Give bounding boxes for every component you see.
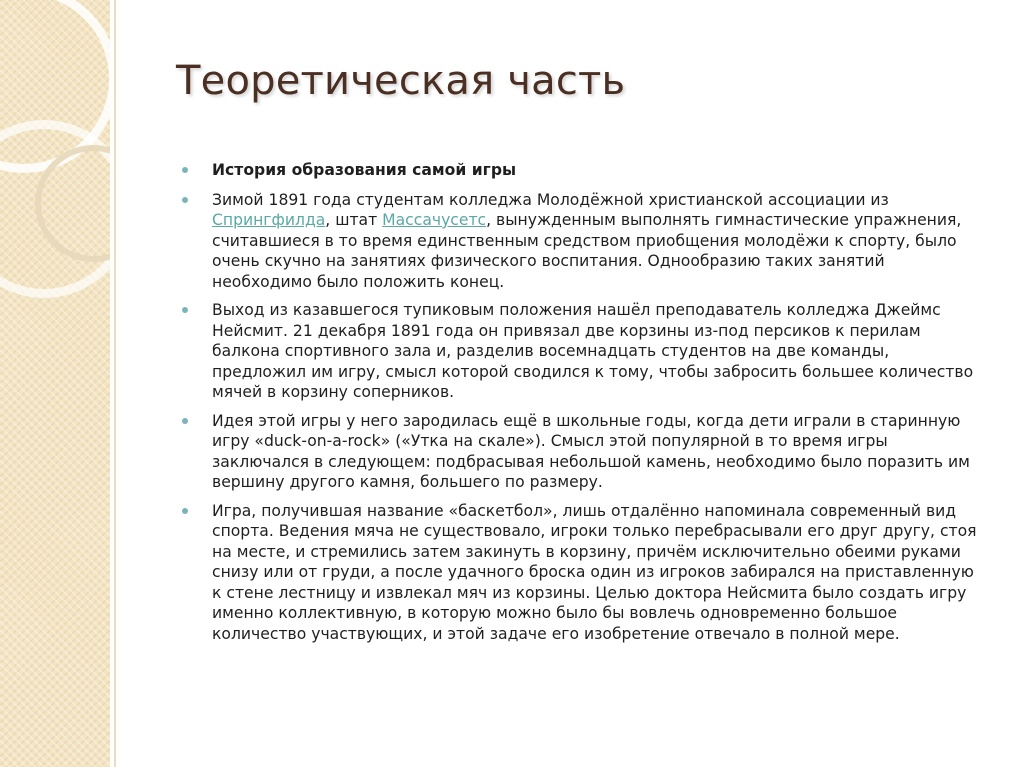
bullet-list [182, 160, 982, 644]
bullet-dot-icon [182, 307, 188, 313]
bullet-text: Идея этой игры у него зародилась ещё в школьные годы, когда дети играли в старинную игру «duck-on-a-rock» («Утка на скале»). Смысл этой популярной в то время игры заключался в следующем: подбрасывая небольшой камень, необходимо было поразить им вершину другого камня, большего по размеру. [212, 411, 970, 491]
springfield-link[interactable]: Спрингфилда [212, 211, 326, 229]
massachusetts-link[interactable]: Массачусетс [382, 211, 487, 229]
bullet-text: , штат [325, 211, 383, 229]
bullet-item [182, 190, 982, 293]
bullet-dot-icon [182, 167, 188, 173]
bullet-dot-icon [182, 418, 188, 424]
decorative-side-panel [0, 0, 110, 767]
slide-title: Теоретическая часть [176, 58, 626, 104]
bullet-item [182, 411, 982, 493]
slide-content [182, 160, 982, 652]
bullet-dot-icon [182, 508, 188, 514]
bullet-item-heading [182, 160, 982, 181]
bullet-dot-icon [182, 197, 188, 203]
bullet-text: Выход из казавшегося тупиковым положения нашёл преподаватель колледжа Джеймс Нейсмит. 21 декабря 1891 года он привязал две корзины из-под персиков к перилам балкона спортивного зала и, разделив восемнадцать студентов на две команды, предложил им игру, смысл которой сводился к тому, чтобы забросить большее количество мячей в корзину соперников. [212, 301, 974, 401]
decorative-divider [114, 0, 116, 767]
bullet-item [182, 300, 982, 403]
bullet-text: Зимой 1891 года студентам колледжа Молодёжной христианской ассоциации из [212, 190, 889, 209]
bullet-text: Игра, получившая название «баскетбол», лишь отдалённо напоминала современный вид спорта. Ведения мяча не существовало, игроки только перебрасывали его друг другу, стоя на месте, и стремились затем закинуть в корзину, причём исключительно обеими руками снизу или от груди, а после удачного броска один из игроков забирался на приставленную к стене лестницу и извлекал мяч из корзины. Целью доктора Нейсмита было создать игру именно коллективную, в которую можно было бы вовлечь одновременно большое количество участвующих, и этой задаче его изобретение отвечало в полной мере. [212, 501, 977, 643]
bullet-item [182, 501, 982, 645]
bullet-text: , вынужденным выполнять гимнастические упражнения, считавшиеся в то время единственным средством приобщения молодёжи к спорту, было очень скучно на занятиях физического воспитания. Однообразию таких занятий необходимо было положить конец. [212, 211, 962, 291]
bullet-text: История образования самой игры [212, 161, 517, 179]
